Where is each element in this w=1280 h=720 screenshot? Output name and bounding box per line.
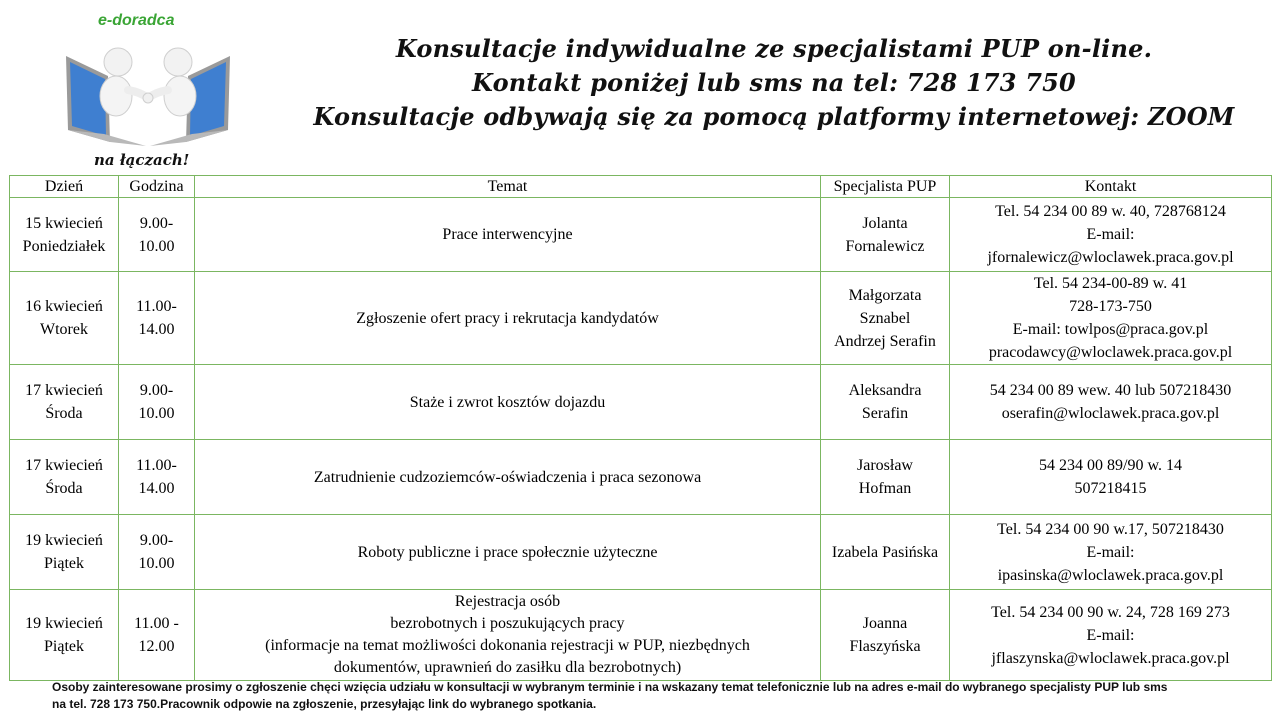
time-end: 14.00 bbox=[138, 480, 175, 497]
day-cell bbox=[10, 515, 119, 590]
time-start: 11.00- bbox=[136, 298, 177, 315]
time-start: 11.00- bbox=[136, 457, 177, 474]
specialist-cell bbox=[821, 515, 950, 590]
topic-line: Rejestracja osób bbox=[454, 593, 561, 610]
topic-cell bbox=[195, 590, 821, 681]
day-date: 19 kwiecień bbox=[25, 615, 103, 632]
contact-cell bbox=[950, 365, 1272, 440]
e-doradca-logo bbox=[58, 8, 238, 174]
specialist-line: Hofman bbox=[858, 480, 912, 497]
time-end: 14.00 bbox=[138, 321, 175, 338]
day-weekday: Wtorek bbox=[40, 321, 88, 338]
time-cell bbox=[119, 440, 195, 515]
header-line-1: Konsultacje indywidualne ze specjalistami PUP on-line. bbox=[395, 34, 1153, 63]
time-cell bbox=[119, 365, 195, 440]
day-date: 19 kwiecień bbox=[25, 532, 103, 549]
contact-line: Tel. 54 234-00-89 w. 41 bbox=[1033, 275, 1188, 292]
contact-email-link[interactable]: E-mail: towlpos@praca.gov.pl bbox=[1012, 321, 1209, 338]
page-header bbox=[270, 32, 1278, 134]
contact-cell bbox=[950, 198, 1272, 272]
column-header-topic: Temat bbox=[195, 176, 821, 198]
time-cell bbox=[119, 515, 195, 590]
contact-line: Tel. 54 234 00 90 w. 24, 728 169 273 bbox=[991, 603, 1230, 621]
time-end: 12.00 bbox=[138, 638, 175, 655]
table-row bbox=[10, 440, 1272, 515]
contact-line: Tel. 54 234 00 89 w. 40, 728768124 bbox=[995, 203, 1226, 220]
time-end: 10.00 bbox=[138, 237, 175, 255]
specialist-line: Serafin bbox=[861, 405, 909, 422]
time-start: 9.00- bbox=[139, 382, 174, 399]
time-cell bbox=[119, 590, 195, 681]
contact-line: E-mail: bbox=[1086, 226, 1135, 243]
column-header-time: Godzina bbox=[119, 176, 195, 198]
topic-line: Zgłoszenie ofert pracy i rekrutacja kandydatów bbox=[356, 309, 659, 327]
day-cell bbox=[10, 272, 119, 365]
topic-cell bbox=[195, 198, 821, 272]
logo-bottom-text: na łączach! bbox=[94, 151, 190, 169]
topic-line: Prace interwencyjne bbox=[442, 226, 573, 243]
column-header-contact: Kontakt bbox=[950, 176, 1272, 198]
contact-email-link[interactable]: ipasinska@wloclawek.praca.gov.pl bbox=[997, 566, 1224, 584]
contact-line: Tel. 54 234 00 90 w.17, 507218430 bbox=[997, 520, 1224, 538]
time-start: 9.00- bbox=[139, 532, 174, 549]
specialist-cell bbox=[821, 198, 950, 272]
contact-email-link[interactable]: jflaszynska@wloclawek.praca.gov.pl bbox=[991, 649, 1230, 667]
contact-line: E-mail: bbox=[1086, 543, 1135, 561]
contact-email-link[interactable]: oserafin@wloclawek.praca.gov.pl bbox=[1001, 405, 1220, 422]
contact-cell bbox=[950, 590, 1272, 681]
specialist-line: Fornalewicz bbox=[845, 237, 925, 255]
specialist-line: Aleksandra bbox=[848, 382, 922, 399]
column-header-day: Dzień bbox=[10, 176, 119, 198]
specialist-cell bbox=[821, 440, 950, 515]
contact-cell bbox=[950, 515, 1272, 590]
time-cell bbox=[119, 272, 195, 365]
contact-line: 54 234 00 89 wew. 40 lub 507218430 bbox=[989, 382, 1232, 399]
specialist-line: Flaszyńska bbox=[849, 638, 921, 655]
footer-line-1: Osoby zainteresowane prosimy o zgłoszenie chęci wzięcia udziału w konsultacji w wybranym terminie i na wskazany temat telefonicznie lub na adres e-mail do wybranego specjalisty PUP lub sms bbox=[52, 680, 1168, 694]
day-cell bbox=[10, 365, 119, 440]
specialist-cell bbox=[821, 590, 950, 681]
topic-line: dokumentów, uprawnień do zasiłku dla bezrobotnych) bbox=[333, 659, 682, 676]
table-header-row bbox=[10, 176, 1272, 198]
specialist-line: Andrzej Serafin bbox=[834, 332, 936, 350]
table-row bbox=[10, 590, 1272, 681]
contact-cell bbox=[950, 272, 1272, 365]
topic-cell bbox=[195, 440, 821, 515]
day-weekday: Środa bbox=[45, 480, 83, 497]
contact-email-link[interactable]: jfornalewicz@wloclawek.praca.gov.pl bbox=[987, 249, 1234, 266]
footer-note bbox=[52, 679, 1262, 713]
time-start: 9.00- bbox=[139, 214, 174, 232]
contact-email-link[interactable]: pracodawcy@wloclawek.praca.gov.pl bbox=[988, 344, 1233, 361]
contact-line: 728-173-750 bbox=[1069, 298, 1152, 315]
time-end: 10.00 bbox=[138, 405, 175, 422]
specialist-line: Jarosław bbox=[857, 457, 913, 474]
specialist-line: Izabela Pasińska bbox=[831, 543, 939, 561]
footer-line-2: na tel. 728 173 750.Pracownik odpowie na zgłoszenie, przesyłając link do wybranego spotkania. bbox=[52, 697, 597, 711]
column-header-specialist: Specjalista PUP bbox=[821, 176, 950, 198]
topic-line: Roboty publiczne i prace społecznie użyteczne bbox=[357, 543, 658, 561]
contact-cell bbox=[950, 440, 1272, 515]
topic-line: (informacje na temat możliwości dokonania rejestracji w PUP, niezbędnych bbox=[265, 637, 750, 654]
topic-cell bbox=[195, 272, 821, 365]
topic-line: bezrobotnych i poszukujących pracy bbox=[390, 615, 625, 632]
day-weekday: Piątek bbox=[44, 555, 84, 572]
contact-line: E-mail: bbox=[1086, 626, 1135, 644]
day-weekday: Poniedziałek bbox=[22, 237, 106, 255]
handshake-laptops-icon bbox=[58, 34, 238, 150]
day-cell bbox=[10, 198, 119, 272]
logo-top-text: e-doradca bbox=[98, 12, 175, 29]
day-weekday: Środa bbox=[45, 405, 83, 422]
table-row bbox=[10, 272, 1272, 365]
contact-line: 54 234 00 89/90 w. 14 bbox=[1039, 457, 1182, 474]
table-row bbox=[10, 365, 1272, 440]
specialist-line: Sznabel bbox=[859, 309, 911, 327]
time-end: 10.00 bbox=[138, 555, 175, 572]
time-cell bbox=[119, 198, 195, 272]
specialist-line: Joanna bbox=[862, 615, 908, 632]
table-row bbox=[10, 515, 1272, 590]
topic-cell bbox=[195, 515, 821, 590]
topic-cell bbox=[195, 365, 821, 440]
day-cell bbox=[10, 440, 119, 515]
header-line-2: Kontakt poniżej lub sms na tel: 728 173 750 bbox=[472, 68, 1076, 97]
specialist-line: Małgorzata bbox=[848, 286, 922, 304]
contact-line: 507218415 bbox=[1074, 480, 1147, 497]
specialist-cell bbox=[821, 365, 950, 440]
day-date: 17 kwiecień bbox=[25, 382, 103, 399]
topic-line: Staże i zwrot kosztów dojazdu bbox=[409, 393, 606, 411]
day-date: 16 kwiecień bbox=[25, 298, 103, 315]
specialist-cell bbox=[821, 272, 950, 365]
header-line-3: Konsultacje odbywają się za pomocą platformy internetowej: ZOOM bbox=[313, 102, 1235, 131]
specialist-line: Jolanta bbox=[862, 214, 908, 232]
time-start: 11.00 - bbox=[134, 615, 179, 632]
day-date: 15 kwiecień bbox=[25, 214, 103, 232]
day-weekday: Piątek bbox=[44, 638, 84, 655]
topic-line: Zatrudnienie cudzoziemców-oświadczenia i praca sezonowa bbox=[313, 468, 702, 486]
day-cell bbox=[10, 590, 119, 681]
table-row bbox=[10, 198, 1272, 272]
consultation-schedule-table bbox=[9, 175, 1272, 681]
day-date: 17 kwiecień bbox=[25, 457, 103, 474]
